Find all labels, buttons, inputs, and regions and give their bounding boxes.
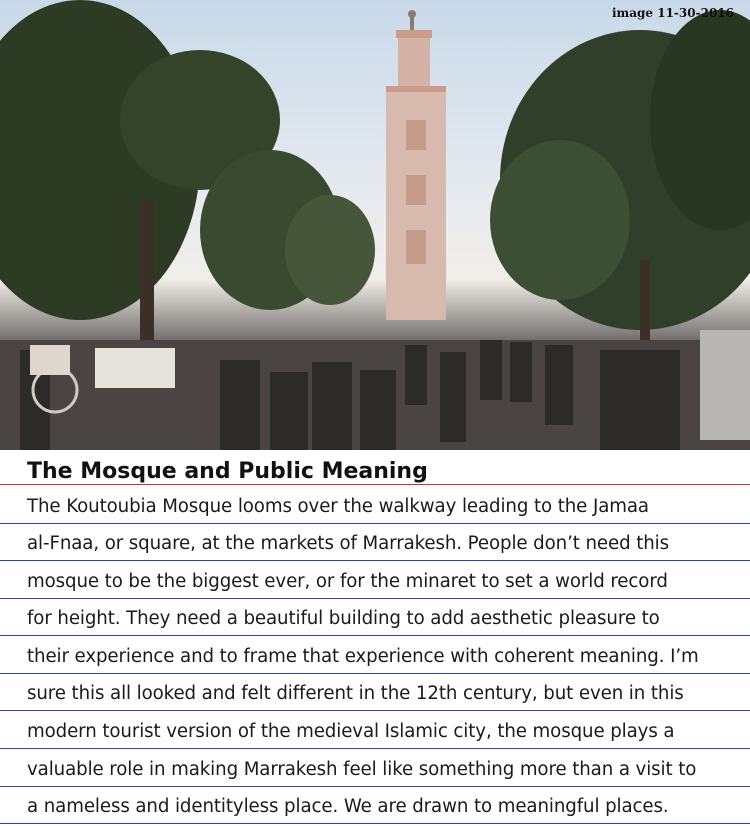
body-line-4: for height. They need a beautiful building to add aesthetic pleasure to [27, 608, 660, 629]
image-date-caption: image 11-30-2016 [612, 6, 734, 20]
line-rule [0, 598, 750, 599]
body-line-3: mosque to be the biggest ever, or for the minaret to set a world record [27, 571, 668, 592]
article-title: The Mosque and Public Meaning [27, 459, 428, 484]
line-rule [0, 560, 750, 561]
line-rule [0, 635, 750, 636]
line-rule [0, 823, 750, 824]
body-line-2: al-Fnaa, or square, at the markets of Marrakesh. People don’t need this [27, 533, 669, 554]
body-line-8: valuable role in making Marrakesh feel like something more than a visit to [27, 759, 697, 780]
minaret [386, 10, 446, 320]
line-rule [0, 710, 750, 711]
horse [700, 330, 750, 440]
title-rule [0, 484, 750, 485]
body-line-7: modern tourist version of the medieval Islamic city, the mosque plays a [27, 721, 675, 742]
line-rule [0, 523, 750, 524]
body-line-1: The Koutoubia Mosque looms over the walkway leading to the Jamaa [27, 496, 649, 517]
trees [0, 0, 750, 360]
line-rule [0, 786, 750, 787]
line-rule [0, 673, 750, 674]
body-line-6: sure this all looked and felt different in the 12th century, but even in this [27, 683, 684, 704]
body-line-5: their experience and to frame that experience with coherent meaning. I’m [27, 646, 699, 667]
body-line-9: a nameless and identityless place. We are drawn to meaningful places. [27, 796, 669, 817]
line-rule [0, 748, 750, 749]
